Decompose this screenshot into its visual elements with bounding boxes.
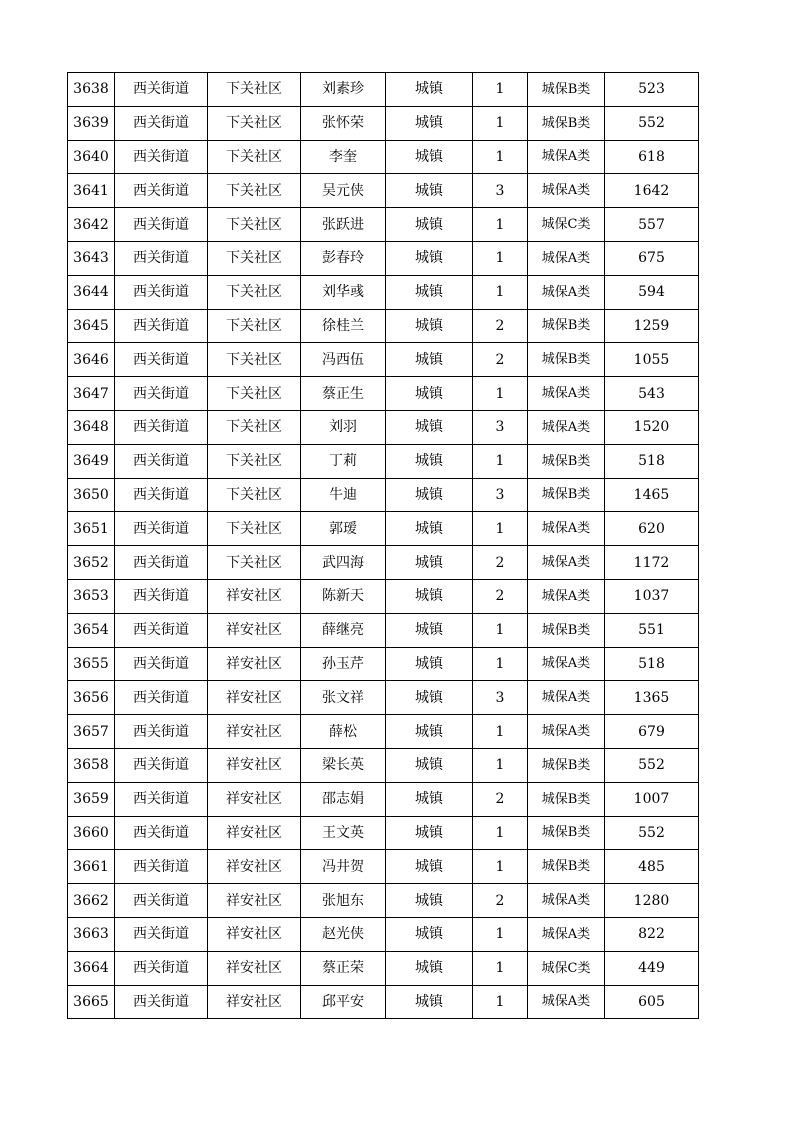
amount-cell: 551 (605, 613, 699, 647)
community-cell: 祥安社区 (208, 850, 301, 884)
street-cell: 西关街道 (115, 208, 208, 242)
household-count-cell: 1 (473, 985, 528, 1019)
area-type-cell: 城镇 (386, 241, 473, 275)
person-name-cell: 薛继亮 (301, 613, 386, 647)
insurance-category-cell: 城保A类 (528, 377, 605, 411)
community-cell: 下关社区 (208, 309, 301, 343)
household-count-cell: 1 (473, 241, 528, 275)
street-cell: 西关街道 (115, 512, 208, 546)
person-name-cell: 陈新天 (301, 579, 386, 613)
record-id-cell: 3657 (68, 715, 115, 749)
record-id-cell: 3656 (68, 681, 115, 715)
table-row (68, 884, 699, 918)
table-row (68, 579, 699, 613)
table-row (68, 174, 699, 208)
community-cell: 下关社区 (208, 174, 301, 208)
household-count-cell: 1 (473, 106, 528, 140)
household-count-cell: 1 (473, 275, 528, 309)
amount-cell: 822 (605, 917, 699, 951)
table-row (68, 782, 699, 816)
street-cell: 西关街道 (115, 748, 208, 782)
insurance-category-cell: 城保B类 (528, 343, 605, 377)
record-id-cell: 3640 (68, 140, 115, 174)
insurance-category-cell: 城保B类 (528, 106, 605, 140)
amount-cell: 518 (605, 647, 699, 681)
community-cell: 祥安社区 (208, 917, 301, 951)
table-row (68, 546, 699, 580)
household-count-cell: 1 (473, 951, 528, 985)
amount-cell: 552 (605, 106, 699, 140)
street-cell: 西关街道 (115, 985, 208, 1019)
amount-cell: 485 (605, 850, 699, 884)
person-name-cell: 张怀荣 (301, 106, 386, 140)
amount-cell: 1520 (605, 410, 699, 444)
insurance-category-cell: 城保C类 (528, 208, 605, 242)
insurance-category-cell: 城保C类 (528, 951, 605, 985)
amount-cell: 1280 (605, 884, 699, 918)
street-cell: 西关街道 (115, 546, 208, 580)
insurance-category-cell: 城保A类 (528, 410, 605, 444)
record-id-cell: 3651 (68, 512, 115, 546)
table-row (68, 850, 699, 884)
household-count-cell: 1 (473, 512, 528, 546)
person-name-cell: 丁莉 (301, 444, 386, 478)
table-row (68, 951, 699, 985)
street-cell: 西关街道 (115, 377, 208, 411)
record-id-cell: 3648 (68, 410, 115, 444)
street-cell: 西关街道 (115, 782, 208, 816)
record-id-cell: 3664 (68, 951, 115, 985)
community-cell: 祥安社区 (208, 681, 301, 715)
area-type-cell: 城镇 (386, 343, 473, 377)
insurance-category-cell: 城保A类 (528, 512, 605, 546)
person-name-cell: 牛迪 (301, 478, 386, 512)
person-name-cell: 张跃进 (301, 208, 386, 242)
household-count-cell: 1 (473, 444, 528, 478)
table-row (68, 816, 699, 850)
household-count-cell: 3 (473, 174, 528, 208)
area-type-cell: 城镇 (386, 444, 473, 478)
table-row (68, 647, 699, 681)
household-count-cell: 1 (473, 73, 528, 107)
person-name-cell: 刘华彧 (301, 275, 386, 309)
insurance-category-cell: 城保B类 (528, 816, 605, 850)
area-type-cell: 城镇 (386, 917, 473, 951)
insurance-category-cell: 城保B类 (528, 73, 605, 107)
street-cell: 西关街道 (115, 478, 208, 512)
community-cell: 下关社区 (208, 73, 301, 107)
person-name-cell: 冯井贺 (301, 850, 386, 884)
street-cell: 西关街道 (115, 681, 208, 715)
household-count-cell: 1 (473, 377, 528, 411)
table-row (68, 309, 699, 343)
record-id-cell: 3662 (68, 884, 115, 918)
household-count-cell: 1 (473, 647, 528, 681)
area-type-cell: 城镇 (386, 647, 473, 681)
record-id-cell: 3654 (68, 613, 115, 647)
street-cell: 西关街道 (115, 140, 208, 174)
insurance-category-cell: 城保B类 (528, 613, 605, 647)
community-cell: 下关社区 (208, 140, 301, 174)
insurance-category-cell: 城保A类 (528, 241, 605, 275)
insurance-category-cell: 城保B类 (528, 782, 605, 816)
community-cell: 祥安社区 (208, 748, 301, 782)
street-cell: 西关街道 (115, 410, 208, 444)
person-name-cell: 赵光侠 (301, 917, 386, 951)
community-cell: 祥安社区 (208, 715, 301, 749)
amount-cell: 518 (605, 444, 699, 478)
community-cell: 下关社区 (208, 343, 301, 377)
record-id-cell: 3660 (68, 816, 115, 850)
amount-cell: 605 (605, 985, 699, 1019)
household-count-cell: 2 (473, 884, 528, 918)
area-type-cell: 城镇 (386, 579, 473, 613)
community-cell: 下关社区 (208, 106, 301, 140)
person-name-cell: 武四海 (301, 546, 386, 580)
record-id-cell: 3650 (68, 478, 115, 512)
record-id-cell: 3655 (68, 647, 115, 681)
table-row (68, 613, 699, 647)
amount-cell: 543 (605, 377, 699, 411)
record-id-cell: 3642 (68, 208, 115, 242)
insurance-category-cell: 城保A类 (528, 647, 605, 681)
community-cell: 下关社区 (208, 410, 301, 444)
record-id-cell: 3658 (68, 748, 115, 782)
table-row (68, 748, 699, 782)
amount-cell: 594 (605, 275, 699, 309)
insurance-category-cell: 城保A类 (528, 917, 605, 951)
household-count-cell: 1 (473, 140, 528, 174)
community-cell: 下关社区 (208, 546, 301, 580)
insurance-category-cell: 城保A类 (528, 985, 605, 1019)
area-type-cell: 城镇 (386, 850, 473, 884)
area-type-cell: 城镇 (386, 377, 473, 411)
area-type-cell: 城镇 (386, 140, 473, 174)
street-cell: 西关街道 (115, 613, 208, 647)
street-cell: 西关街道 (115, 647, 208, 681)
insurance-category-cell: 城保A类 (528, 546, 605, 580)
person-name-cell: 吴元侠 (301, 174, 386, 208)
record-id-cell: 3661 (68, 850, 115, 884)
amount-cell: 1465 (605, 478, 699, 512)
records-table (67, 72, 699, 1019)
area-type-cell: 城镇 (386, 748, 473, 782)
community-cell: 祥安社区 (208, 951, 301, 985)
record-id-cell: 3646 (68, 343, 115, 377)
area-type-cell: 城镇 (386, 884, 473, 918)
table-row (68, 444, 699, 478)
community-cell: 下关社区 (208, 275, 301, 309)
table-row (68, 715, 699, 749)
street-cell: 西关街道 (115, 73, 208, 107)
person-name-cell: 孙玉芹 (301, 647, 386, 681)
record-id-cell: 3639 (68, 106, 115, 140)
insurance-category-cell: 城保A类 (528, 715, 605, 749)
person-name-cell: 张文祥 (301, 681, 386, 715)
amount-cell: 1037 (605, 579, 699, 613)
street-cell: 西关街道 (115, 444, 208, 478)
record-id-cell: 3638 (68, 73, 115, 107)
person-name-cell: 张旭东 (301, 884, 386, 918)
area-type-cell: 城镇 (386, 985, 473, 1019)
household-count-cell: 2 (473, 579, 528, 613)
amount-cell: 679 (605, 715, 699, 749)
record-id-cell: 3663 (68, 917, 115, 951)
street-cell: 西关街道 (115, 850, 208, 884)
insurance-category-cell: 城保B类 (528, 478, 605, 512)
person-name-cell: 蔡正荣 (301, 951, 386, 985)
insurance-category-cell: 城保B类 (528, 850, 605, 884)
household-count-cell: 1 (473, 715, 528, 749)
record-id-cell: 3644 (68, 275, 115, 309)
person-name-cell: 冯西伍 (301, 343, 386, 377)
table-row (68, 985, 699, 1019)
amount-cell: 1172 (605, 546, 699, 580)
person-name-cell: 蔡正生 (301, 377, 386, 411)
person-name-cell: 薛松 (301, 715, 386, 749)
table-row (68, 140, 699, 174)
community-cell: 下关社区 (208, 241, 301, 275)
household-count-cell: 2 (473, 546, 528, 580)
amount-cell: 552 (605, 748, 699, 782)
person-name-cell: 徐桂兰 (301, 309, 386, 343)
household-count-cell: 2 (473, 309, 528, 343)
insurance-category-cell: 城保B类 (528, 444, 605, 478)
insurance-category-cell: 城保B类 (528, 748, 605, 782)
record-id-cell: 3653 (68, 579, 115, 613)
area-type-cell: 城镇 (386, 546, 473, 580)
street-cell: 西关街道 (115, 106, 208, 140)
amount-cell: 557 (605, 208, 699, 242)
table-row (68, 377, 699, 411)
amount-cell: 1055 (605, 343, 699, 377)
community-cell: 祥安社区 (208, 613, 301, 647)
person-name-cell: 王文英 (301, 816, 386, 850)
household-count-cell: 1 (473, 208, 528, 242)
community-cell: 下关社区 (208, 512, 301, 546)
area-type-cell: 城镇 (386, 208, 473, 242)
street-cell: 西关街道 (115, 884, 208, 918)
street-cell: 西关街道 (115, 951, 208, 985)
amount-cell: 620 (605, 512, 699, 546)
insurance-category-cell: 城保A类 (528, 275, 605, 309)
record-id-cell: 3643 (68, 241, 115, 275)
record-id-cell: 3652 (68, 546, 115, 580)
household-count-cell: 3 (473, 478, 528, 512)
area-type-cell: 城镇 (386, 73, 473, 107)
street-cell: 西关街道 (115, 241, 208, 275)
street-cell: 西关街道 (115, 174, 208, 208)
amount-cell: 1259 (605, 309, 699, 343)
area-type-cell: 城镇 (386, 782, 473, 816)
table-row (68, 681, 699, 715)
insurance-category-cell: 城保A类 (528, 174, 605, 208)
person-name-cell: 郭瑷 (301, 512, 386, 546)
street-cell: 西关街道 (115, 816, 208, 850)
table-row (68, 241, 699, 275)
street-cell: 西关街道 (115, 343, 208, 377)
community-cell: 下关社区 (208, 208, 301, 242)
street-cell: 西关街道 (115, 579, 208, 613)
street-cell: 西关街道 (115, 715, 208, 749)
amount-cell: 449 (605, 951, 699, 985)
table-row (68, 478, 699, 512)
community-cell: 祥安社区 (208, 985, 301, 1019)
area-type-cell: 城镇 (386, 951, 473, 985)
insurance-category-cell: 城保A类 (528, 140, 605, 174)
household-count-cell: 1 (473, 917, 528, 951)
table-row (68, 917, 699, 951)
area-type-cell: 城镇 (386, 410, 473, 444)
area-type-cell: 城镇 (386, 512, 473, 546)
community-cell: 祥安社区 (208, 782, 301, 816)
household-count-cell: 3 (473, 681, 528, 715)
community-cell: 祥安社区 (208, 816, 301, 850)
household-count-cell: 2 (473, 343, 528, 377)
amount-cell: 1642 (605, 174, 699, 208)
household-count-cell: 2 (473, 782, 528, 816)
community-cell: 下关社区 (208, 478, 301, 512)
household-count-cell: 1 (473, 850, 528, 884)
person-name-cell: 梁长英 (301, 748, 386, 782)
area-type-cell: 城镇 (386, 816, 473, 850)
record-id-cell: 3645 (68, 309, 115, 343)
insurance-category-cell: 城保B类 (528, 309, 605, 343)
community-cell: 下关社区 (208, 377, 301, 411)
table-row (68, 512, 699, 546)
table-row (68, 73, 699, 107)
household-count-cell: 1 (473, 613, 528, 647)
community-cell: 下关社区 (208, 444, 301, 478)
record-id-cell: 3665 (68, 985, 115, 1019)
street-cell: 西关街道 (115, 309, 208, 343)
street-cell: 西关街道 (115, 917, 208, 951)
area-type-cell: 城镇 (386, 275, 473, 309)
area-type-cell: 城镇 (386, 715, 473, 749)
insurance-category-cell: 城保A类 (528, 681, 605, 715)
area-type-cell: 城镇 (386, 681, 473, 715)
person-name-cell: 刘羽 (301, 410, 386, 444)
amount-cell: 1007 (605, 782, 699, 816)
record-id-cell: 3649 (68, 444, 115, 478)
person-name-cell: 邵志娟 (301, 782, 386, 816)
person-name-cell: 彭春玲 (301, 241, 386, 275)
area-type-cell: 城镇 (386, 478, 473, 512)
community-cell: 祥安社区 (208, 579, 301, 613)
community-cell: 祥安社区 (208, 647, 301, 681)
amount-cell: 552 (605, 816, 699, 850)
amount-cell: 523 (605, 73, 699, 107)
community-cell: 祥安社区 (208, 884, 301, 918)
amount-cell: 618 (605, 140, 699, 174)
amount-cell: 675 (605, 241, 699, 275)
area-type-cell: 城镇 (386, 613, 473, 647)
area-type-cell: 城镇 (386, 174, 473, 208)
insurance-category-cell: 城保A类 (528, 579, 605, 613)
table-row (68, 208, 699, 242)
table-row (68, 275, 699, 309)
person-name-cell: 邱平安 (301, 985, 386, 1019)
household-count-cell: 1 (473, 816, 528, 850)
table-row (68, 343, 699, 377)
table-row (68, 410, 699, 444)
record-id-cell: 3641 (68, 174, 115, 208)
person-name-cell: 李奎 (301, 140, 386, 174)
person-name-cell: 刘素珍 (301, 73, 386, 107)
record-id-cell: 3647 (68, 377, 115, 411)
household-count-cell: 1 (473, 748, 528, 782)
amount-cell: 1365 (605, 681, 699, 715)
record-id-cell: 3659 (68, 782, 115, 816)
table-body (68, 73, 699, 1019)
street-cell: 西关街道 (115, 275, 208, 309)
area-type-cell: 城镇 (386, 309, 473, 343)
area-type-cell: 城镇 (386, 106, 473, 140)
insurance-category-cell: 城保A类 (528, 884, 605, 918)
household-count-cell: 3 (473, 410, 528, 444)
table-row (68, 106, 699, 140)
